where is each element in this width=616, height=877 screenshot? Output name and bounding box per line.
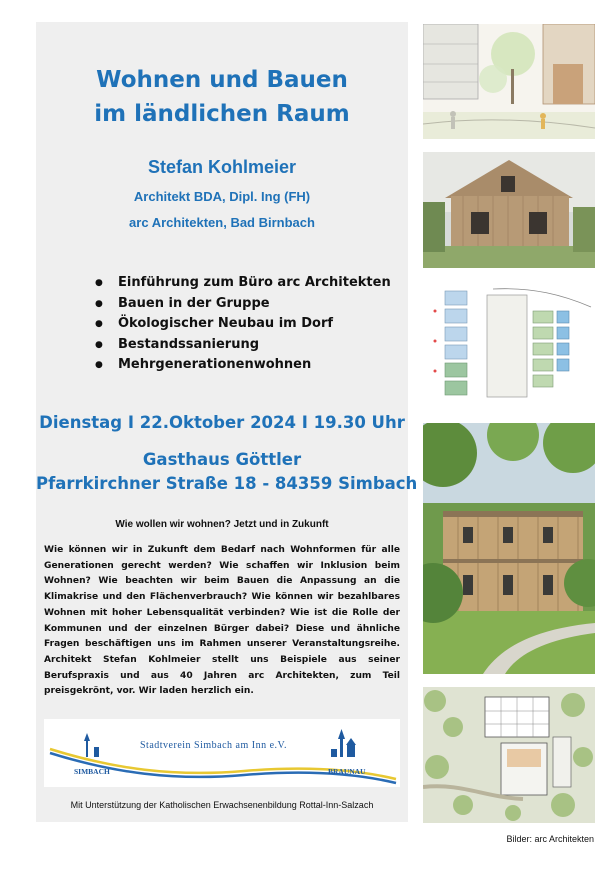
residential-building-photo (423, 423, 595, 674)
event-venue: Gasthaus Göttler (142, 450, 302, 469)
event-address: Pfarrkirchner Straße 18 - 84359 Simbach (36, 474, 418, 493)
topic-item (95, 273, 391, 294)
site-plan-drawing (423, 281, 595, 410)
bullet-icon: ● (95, 319, 103, 329)
sketch-illustration (423, 24, 595, 139)
topic-list (95, 273, 391, 376)
topic-item (95, 294, 391, 315)
topic-label: Bestandssanierung (118, 336, 260, 352)
topic-item (95, 355, 391, 376)
topic-label: Bauen in der Gruppe (118, 295, 270, 311)
topic-label: Ökologischer Neubau im Dorf (118, 316, 334, 331)
logo-town-right: BRAUNAU (328, 767, 366, 776)
bullet-icon: ● (95, 298, 103, 309)
image-credit: Bilder: arc Architekten (506, 834, 594, 844)
description-text: Wie können wir in Zukunft dem Bedarf nach Wohnformen für alle Generationen gerecht werden? Wie schaffen wir Inklusion beim Wohnen? Wie beachten wir beim Bauen die Anpassung an die Klimakrise und den Flächenverbrauch? Wie können wir bezahlbares Wohnen mit hoher Lebensqualität verbinden? Wie ist die Rolle der Kommunen und der einzelnen Bürger dabei? Diese und ähnliche Fragen beschäftigen uns im Rahmen unserer Veranstaltungsreihe. Architekt Stefan Kohlmeier stellt uns Beispiele aus seiner Berufspraxis und aus 40 Jahren arc Architekten, zum Teil preisgekrönt, vor. Wir laden herzlich ein. (44, 545, 400, 697)
title-line-1: Wohnen und Bauen (96, 67, 348, 93)
stadtverein-logo (44, 719, 400, 787)
speaker-office: arc Architekten, Bad Birnbach (129, 215, 315, 230)
intro-question: Wie wollen wir wohnen? Jetzt und in Zukunft (115, 519, 329, 530)
topic-item (95, 314, 391, 335)
topic-label: Mehrgenerationenwohnen (118, 357, 312, 372)
aerial-plan-drawing (423, 687, 595, 823)
river-logo-graphic (44, 719, 400, 787)
event-date: Dienstag I 22.Oktober 2024 I 19.30 Uhr (39, 413, 405, 432)
support-line: Mit Unterstützung der Katholischen Erwachsenenbildung Rottal-Inn-Salzach (70, 800, 374, 810)
speaker-name: Stefan Kohlmeier (147, 157, 297, 177)
speaker-role: Architekt BDA, Dipl. Ing (FH) (133, 189, 311, 204)
logo-title: Stadtverein Simbach am Inn e.V. (140, 740, 287, 751)
timber-house-photo (423, 152, 595, 268)
bullet-icon: ● (95, 278, 103, 288)
bullet-icon: ● (95, 339, 103, 350)
topic-label: Einführung zum Büro arc Architekten (118, 275, 391, 290)
logo-town-left: SIMBACH (74, 767, 110, 776)
bullet-icon: ● (95, 360, 103, 370)
topic-item (95, 335, 391, 356)
title-line-2: im ländlichen Raum (94, 101, 350, 127)
